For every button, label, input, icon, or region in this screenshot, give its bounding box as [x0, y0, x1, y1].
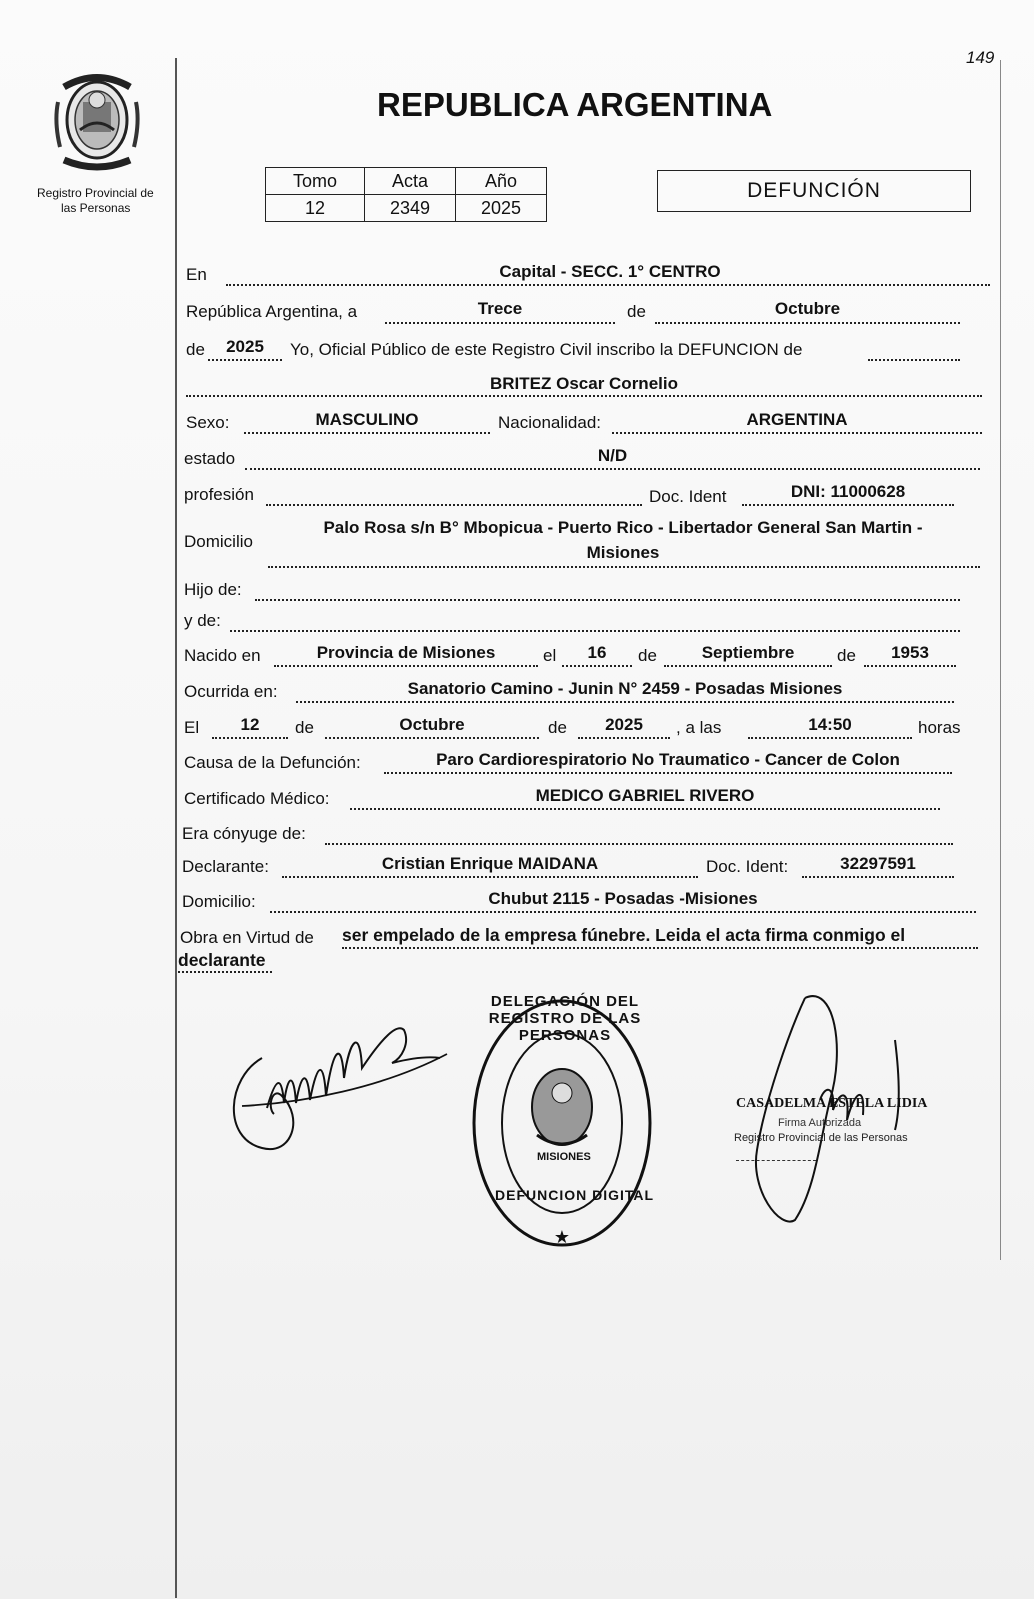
value-ocurrida-en: Sanatorio Camino - Junin N° 2459 - Posadas Misiones	[407, 679, 843, 698]
official-name: CASADELMA ESTELA LIDIA	[736, 1096, 928, 1111]
label-estado: estado	[184, 449, 236, 468]
label-nacionalidad: Nacionalidad:	[498, 413, 602, 432]
record-type-box: DEFUNCIÓN	[657, 170, 971, 212]
value-def-dia: 12	[240, 715, 260, 734]
value-certificado: MEDICO GABRIEL RIVERO	[535, 786, 755, 805]
label-y-de: y de:	[184, 611, 221, 630]
value-nombre: BRITEZ Oscar Cornelio	[490, 374, 678, 393]
dotted-line	[384, 772, 952, 774]
header-anio: Año	[456, 168, 547, 195]
stamp-inner-text: DEFUNCION DIGITAL	[495, 1187, 655, 1203]
value-obra-line2: declarante	[178, 950, 266, 970]
label-doc-ident: Doc. Ident	[649, 487, 727, 506]
label-de: de	[186, 340, 205, 359]
value-domicilio-line2: Misiones	[586, 543, 660, 562]
label-profesion: profesión	[184, 485, 254, 504]
registry-round-stamp	[467, 995, 657, 1255]
left-margin-line	[175, 58, 177, 1598]
dotted-line	[578, 737, 670, 739]
label-causa: Causa de la Defunción:	[184, 753, 361, 772]
label-domicilio: Domicilio	[184, 532, 253, 551]
value-nac-mes: Septiembre	[701, 643, 795, 662]
value-declarante: Cristian Enrique MAIDANA	[381, 854, 599, 873]
label-domicilio-declarante: Domicilio:	[182, 892, 256, 911]
dotted-line	[178, 971, 272, 973]
value-acta: 2349	[365, 195, 456, 222]
registry-name-line2: las Personas	[61, 201, 131, 215]
label-de: de	[627, 302, 646, 321]
label-en: En	[186, 265, 207, 284]
value-dia-inscripcion: Trece	[477, 299, 523, 318]
value-obra-line1: ser empelado de la empresa fúnebre. Leida el acta firma conmigo el	[342, 925, 906, 945]
declarant-signature	[222, 1018, 452, 1158]
registry-name-line1: Registro Provincial de	[37, 186, 154, 200]
value-anio: 2025	[456, 195, 547, 222]
dotted-line	[664, 665, 832, 667]
label-horas: horas	[918, 718, 961, 737]
label-certificado: Certificado Médico:	[184, 789, 330, 808]
official-role: Firma Autorizada	[778, 1117, 862, 1129]
dotted-line	[282, 876, 698, 878]
label-yo-text: Yo, Oficial Público de este Registro Civil inscribo la DEFUNCION de	[290, 340, 803, 359]
label-de: de	[548, 718, 567, 737]
official-stamp-underline	[736, 1160, 816, 1161]
dotted-line	[385, 322, 615, 324]
dotted-line	[255, 599, 960, 601]
label-de: de	[295, 718, 314, 737]
dotted-line	[230, 630, 960, 632]
label-el: el	[543, 646, 557, 665]
value-sexo: MASCULINO	[315, 410, 419, 429]
label-ocurrida-en: Ocurrida en:	[184, 682, 278, 701]
value-declarante-domicilio: Chubut 2115 - Posadas -Misiones	[488, 889, 758, 908]
page-number: 149	[966, 48, 995, 67]
value-anio-inscripcion: 2025	[226, 337, 264, 356]
dotted-line	[562, 665, 632, 667]
record-table	[265, 167, 547, 222]
dotted-line	[226, 284, 990, 286]
dotted-line	[748, 737, 912, 739]
value-dni: DNI: 11000628	[790, 482, 906, 501]
misiones-coat-of-arms-logo	[50, 72, 145, 172]
dotted-line	[868, 359, 960, 361]
label-declarante: Declarante:	[182, 857, 269, 876]
dotted-line	[325, 737, 539, 739]
page-title: REPUBLICA ARGENTINA	[377, 86, 773, 123]
dotted-line	[325, 843, 953, 845]
official-org: Registro Provincial de las Personas	[734, 1132, 908, 1144]
value-def-anio: 2025	[605, 715, 643, 734]
value-lugar: Capital - SECC. 1° CENTRO	[499, 262, 721, 281]
dotted-line	[296, 701, 954, 703]
dotted-line	[244, 432, 490, 434]
dotted-line	[266, 504, 642, 506]
label-conyuge: Era cónyuge de:	[182, 824, 306, 843]
value-estado: N/D	[597, 446, 628, 465]
label-hijo-de: Hijo de:	[184, 580, 242, 599]
stamp-seal-text: MISIONES	[537, 1151, 591, 1163]
dotted-line	[802, 876, 954, 878]
dotted-line	[270, 911, 976, 913]
value-def-hora: 14:50	[808, 715, 852, 734]
dotted-line	[742, 504, 954, 506]
dotted-line	[245, 468, 980, 470]
value-declarante-doc: 32297591	[840, 854, 916, 873]
value-nacionalidad: ARGENTINA	[746, 410, 848, 429]
dotted-line	[612, 432, 982, 434]
value-mes-inscripcion: Octubre	[774, 299, 841, 318]
value-def-mes: Octubre	[399, 715, 465, 734]
dotted-line	[274, 665, 538, 667]
header-tomo: Tomo	[266, 168, 365, 195]
stamp-ring-text: DELEGACIÓN DEL REGISTRO DE LAS PERSONAS	[488, 993, 642, 1044]
dotted-line	[268, 566, 980, 568]
dotted-line	[864, 665, 956, 667]
dotted-line	[342, 947, 978, 949]
value-nac-dia: 16	[587, 643, 607, 662]
label-doc-ident: Doc. Ident:	[706, 857, 789, 876]
dotted-line	[208, 359, 282, 361]
label-a-las: , a las	[676, 718, 722, 737]
dotted-line	[350, 808, 940, 810]
label-nacido-en: Nacido en	[184, 646, 261, 665]
label-obra: Obra en Virtud de	[180, 928, 314, 947]
label-republica: República Argentina, a	[186, 302, 358, 321]
value-tomo: 12	[266, 195, 365, 222]
dotted-line	[186, 395, 982, 397]
value-causa: Paro Cardiorespiratorio No Traumatico - Cancer de Colon	[436, 750, 900, 769]
svg-text:★: ★	[553, 1227, 571, 1248]
label-el-cap: El	[184, 718, 200, 737]
right-margin-line	[1000, 60, 1001, 1260]
label-de: de	[837, 646, 856, 665]
value-nac-anio: 1953	[891, 643, 929, 662]
label-de: de	[638, 646, 657, 665]
dotted-line	[212, 737, 288, 739]
dotted-line	[655, 322, 960, 324]
value-nacido-en: Provincia de Misiones	[316, 643, 496, 662]
header-acta: Acta	[365, 168, 456, 195]
label-sexo: Sexo:	[186, 413, 230, 432]
value-domicilio-line1: Palo Rosa s/n B° Mbopicua - Puerto Rico - Libertador General San Martin -	[323, 518, 923, 537]
